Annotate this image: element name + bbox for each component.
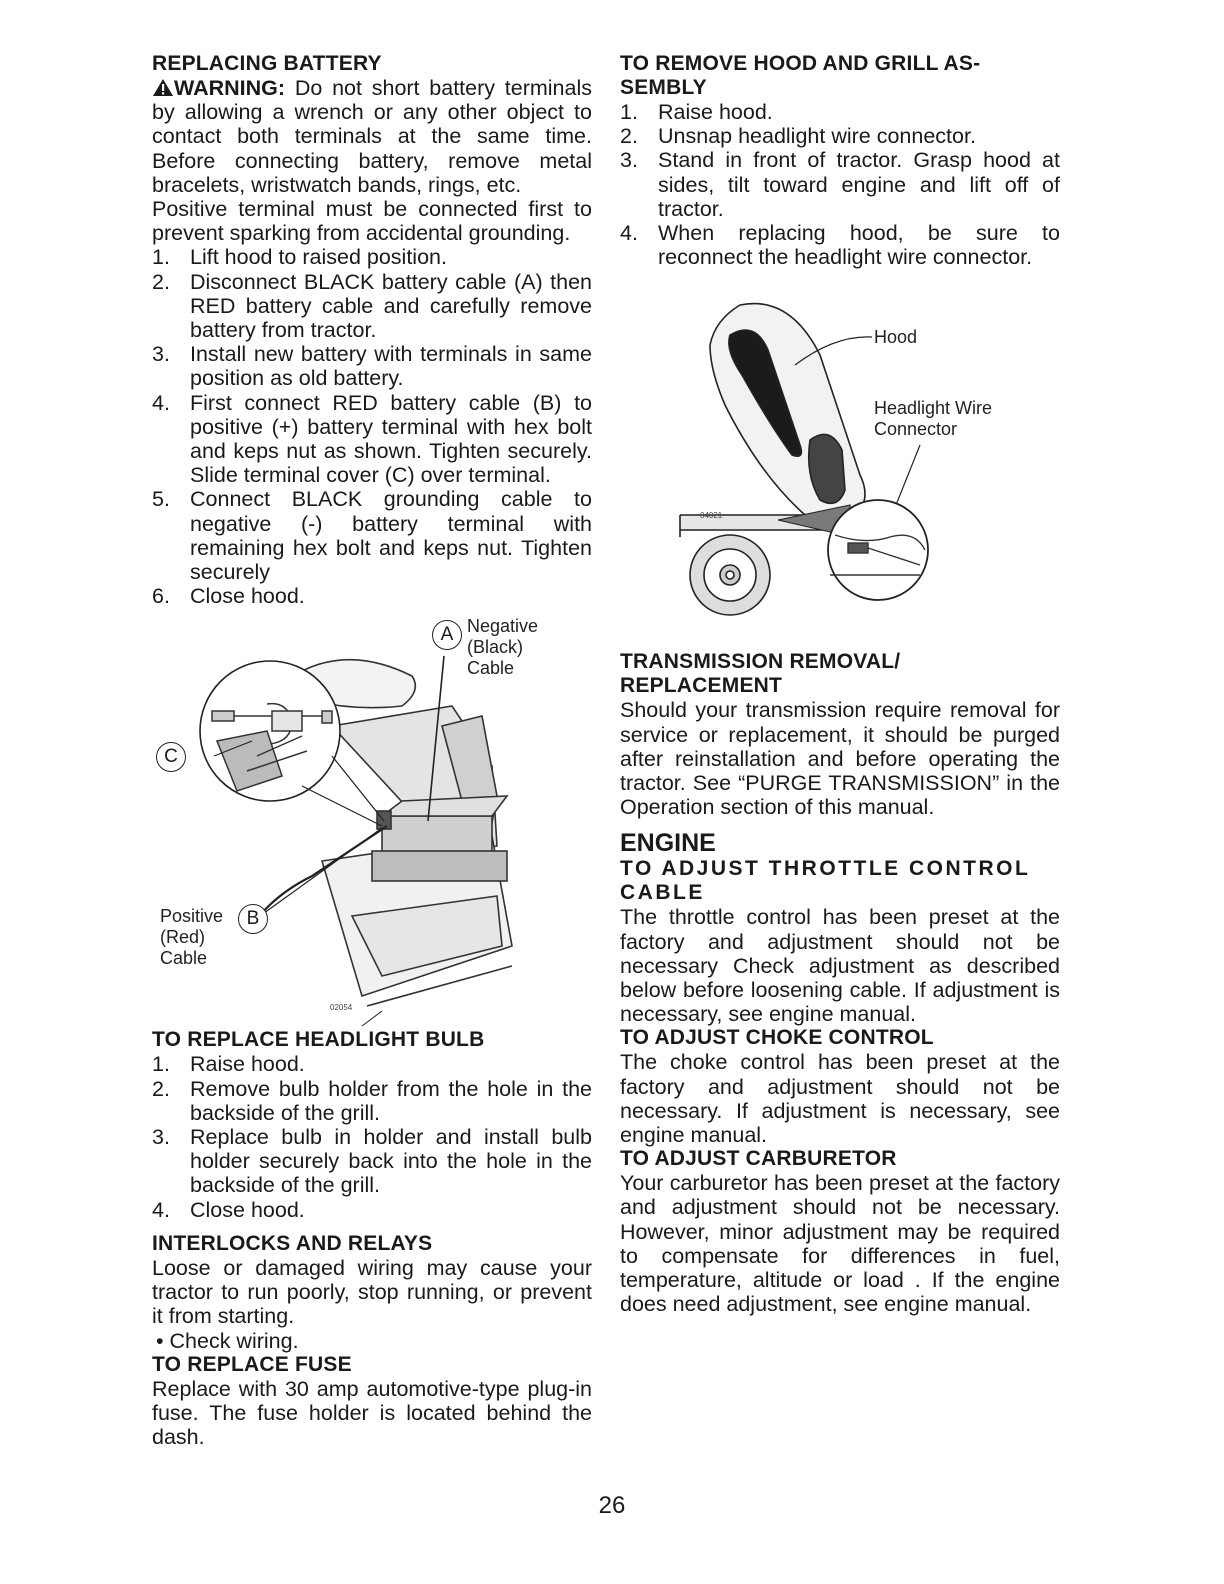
list-item: 1. Lift hood to raised position.: [152, 245, 447, 270]
list-item: 2. Disconnect BLACK battery cable (A) then RED battery cable and carefully remove battery from tractor.: [152, 269, 592, 343]
warning-label: WARNING:: [174, 76, 286, 100]
positive-terminal-note: Positive terminal must be connected first to prevent sparking from accidental grounding.: [152, 197, 592, 246]
label-a-circle: A: [432, 620, 462, 650]
list-item: 1. Raise hood.: [152, 1052, 305, 1077]
list-item: 2. Unsnap headlight wire connector.: [620, 124, 976, 149]
hood-illustration: [620, 275, 1060, 650]
carburetor-heading: TO ADJUST CARBURETOR: [620, 1147, 897, 1171]
interlocks-text: Loose or damaged wiring may cause your tractor to run poorly, stop running, or prevent it from starting.: [152, 1255, 592, 1329]
left-column: [152, 52, 592, 1449]
battery-figure-code: 02054: [330, 1003, 353, 1013]
page-number: 26: [598, 1492, 626, 1519]
list-item: 4. First connect RED battery cable (B) to positive (+) battery terminal with hex bolt and keps nut as shown. Tighten securely. Slide terminal cover (C) over terminal.: [152, 390, 592, 488]
list-item: 3. Stand in front of tractor. Grasp hood at sides, tilt toward engine and lift off of tractor.: [620, 148, 1060, 221]
label-a-text: Negative (Black) Cable: [467, 616, 539, 679]
carburetor-text: Your carburetor has been preset at the factory and adjustment should not be necessary. However, minor adjustment may be required to compensate for differences in fuel, temperature, altitude or load . If the engine does need adjustment, see engine manual.: [620, 1171, 1060, 1317]
choke-heading: TO ADJUST CHOKE CONTROL: [620, 1026, 934, 1050]
hood-figure-code: 04021: [700, 511, 723, 521]
choke-text: The choke control has been preset at the factory and adjustment should not be necessary. If adjustment is necessary, see engine manual.: [620, 1050, 1060, 1148]
fuse-heading: TO REPLACE FUSE: [152, 1352, 352, 1376]
label-c-circle: C: [156, 742, 186, 772]
connector-label: Headlight Wire Connector: [874, 398, 993, 440]
label-b-circle: B: [238, 904, 268, 934]
list-item: 5. Connect BLACK grounding cable to negative (-) battery terminal with remaining hex bolt and keps nut. Tighten securely: [152, 487, 592, 585]
interlocks-bullet: • Check wiring.: [156, 1328, 299, 1353]
list-item: 3. Replace bulb in holder and install bulb holder securely back into the hole in the backside of the grill.: [152, 1125, 592, 1198]
list-item: 6. Close hood.: [152, 584, 305, 609]
engine-heading: ENGINE: [620, 829, 716, 858]
interlocks-heading: INTERLOCKS AND RELAYS: [152, 1231, 433, 1255]
battery-steps: [152, 245, 592, 608]
hood-grill-heading: TO REMOVE HOOD AND GRILL AS- SEMBLY: [620, 52, 981, 99]
battery-warning: [152, 76, 592, 197]
throttle-text: The throttle control has been preset at the factory and adjustment should not be necessary Check adjustment as described below before loosening cable. If adjustment is necessary, see engine manual.: [620, 905, 1060, 1027]
label-b-text: Positive (Red) Cable: [160, 906, 224, 969]
list-item: 4. Close hood.: [152, 1197, 305, 1222]
list-item: 1. Raise hood.: [620, 100, 773, 124]
list-item: 3. Install new battery with terminals in same position as old battery.: [152, 342, 592, 391]
headlight-bulb-heading: TO REPLACE HEADLIGHT BULB: [152, 1028, 485, 1052]
hood-steps: [620, 100, 1060, 269]
warning-text: Do not short battery terminals by allowing a wrench or any other object to contact both terminals at the same time. Before connecting battery, remove metal bracelets, wristwatch bands, rings, etc.: [152, 76, 592, 197]
replacing-battery-heading: REPLACING BATTERY: [152, 52, 382, 75]
hood-label: Hood: [874, 327, 918, 348]
headlight-steps: [152, 1052, 592, 1221]
fuse-text: Replace with 30 amp automotive-type plug-in fuse. The fuse holder is located behind the dash.: [152, 1376, 592, 1450]
list-item: 2. Remove bulb holder from the hole in the backside of the grill.: [152, 1076, 592, 1125]
transmission-heading: TRANSMISSION REMOVAL/ REPLACEMENT: [620, 650, 901, 698]
transmission-text: Should your transmission require removal for service or replacement, it should be purged after reinstallation and before operating the tractor. See “PURGE TRANSMISSION” in the Operation section of this manual.: [620, 698, 1060, 820]
battery-figure: [152, 616, 592, 1028]
hood-figure: [620, 275, 1060, 650]
list-item: 4. When replacing hood, be sure to reconnect the headlight wire connector.: [620, 221, 1060, 270]
warning-icon: [152, 78, 174, 97]
throttle-heading: TO ADJUST THROTTLE CONTROL CABLE: [620, 857, 1031, 905]
right-column: [620, 52, 1060, 1316]
